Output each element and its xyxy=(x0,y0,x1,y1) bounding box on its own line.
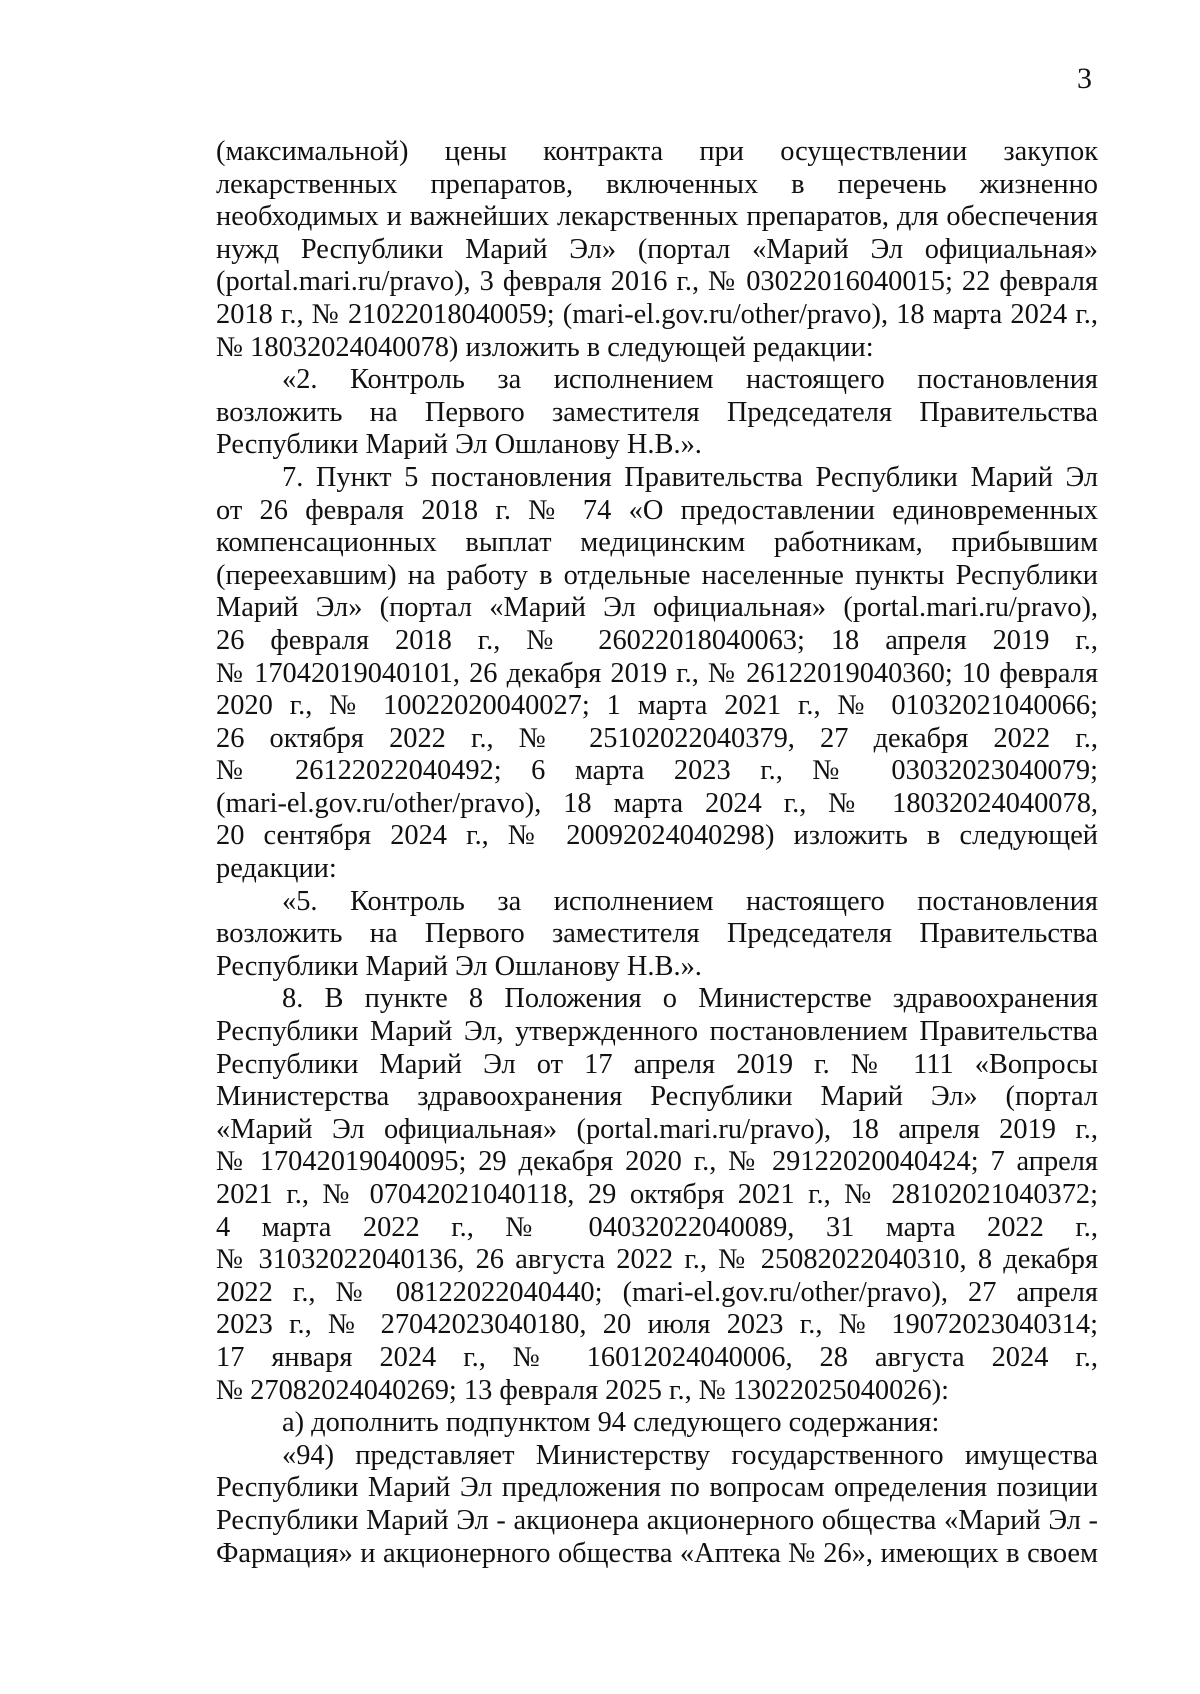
text-line: № 18032024040078) изложить в следующей редакции: xyxy=(216,331,874,363)
text-line: (максимальной) цены контракта при осуществлении закупок xyxy=(216,136,1098,167)
text-line: компенсационных выплат медицинским работникам, прибывшим xyxy=(216,527,1098,559)
page-number: 3 xyxy=(1077,62,1092,95)
text-line: 20 сентября 2024 г., № 20092024040298) изложить в следующей xyxy=(216,820,1098,852)
text-line: необходимых и важнейших лекарственных препаратов, для обеспечения xyxy=(216,201,1098,233)
text-line: «5. Контроль за исполнением настоящего постановления xyxy=(282,885,1098,917)
text-line: а) дополнить подпунктом 94 следующего содержания: xyxy=(282,1407,940,1439)
text-line: 17 января 2024 г., № 16012024040006, 28 августа 2024 г., xyxy=(216,1341,1098,1373)
text-line: редакции: xyxy=(216,853,337,885)
text-line: Республики Марий Эл Ошланову Н.В.». xyxy=(216,950,702,982)
text-line: Республики Марий Эл предложения по вопросам определения позиции xyxy=(216,1472,1098,1504)
text-line: лекарственных препаратов, включенных в перечень жизненно xyxy=(216,168,1098,200)
text-line: № 27082024040269; 13 февраля 2025 г., № 13022025040026): xyxy=(216,1374,950,1406)
text-line: «94) представляет Министерству государственного имущества xyxy=(282,1439,1098,1471)
text-line: Министерства здравоохранения Республики Марий Эл» (портал xyxy=(216,1081,1098,1113)
paragraph xyxy=(216,364,1098,462)
text-line: 2020 г., № 10022020040027; 1 марта 2021 г., № 01032021040066; xyxy=(216,690,1098,722)
text-line: (mari-el.gov.ru/other/pravo), 18 марта 2024 г., № 18032024040078, xyxy=(216,787,1098,819)
text-line: 7. Пункт 5 постановления Правительства Республики Марий Эл xyxy=(282,461,1098,493)
text-line: Республики Марий Эл от 17 апреля 2019 г. № 111 «Вопросы xyxy=(216,1048,1098,1080)
text-line: «2. Контроль за исполнением настоящего постановления xyxy=(282,364,1098,396)
paragraph xyxy=(216,886,1098,984)
text-line: 4 марта 2022 г., № 04032022040089, 31 марта 2022 г., xyxy=(216,1211,1098,1243)
paragraph xyxy=(216,1407,1098,1440)
paragraph xyxy=(216,1440,1098,1570)
text-line: № 31032022040136, 26 августа 2022 г., № 25082022040310, 8 декабря xyxy=(216,1244,1098,1276)
paragraph xyxy=(216,983,1098,1407)
text-line: Фармация» и акционерного общества «Аптека № 26», имеющих в своем xyxy=(216,1537,1098,1569)
document-body xyxy=(216,136,1098,1570)
text-line: 2018 г., № 21022018040059; (mari-el.gov.ru/other/pravo), 18 марта 2024 г., xyxy=(216,298,1098,330)
text-line: № 17042019040095; 29 декабря 2020 г., № 29122020040424; 7 апреля xyxy=(216,1146,1098,1178)
paragraph xyxy=(216,136,1098,364)
text-line: 2021 г., № 07042021040118, 29 октября 2021 г., № 28102021040372; xyxy=(216,1179,1098,1210)
text-line: Марий Эл» (портал «Марий Эл официальная» (portal.mari.ru/pravo), xyxy=(216,592,1098,624)
text-line: возложить на Первого заместителя Председателя Правительства xyxy=(216,918,1098,950)
text-line: Республики Марий Эл, утвержденного постановлением Правительства xyxy=(216,1016,1098,1048)
text-line: (переехавшим) на работу в отдельные населенные пункты Республики xyxy=(216,559,1098,591)
text-line: Республики Марий Эл - акционера акционерного общества «Марий Эл - xyxy=(216,1504,1098,1536)
paragraph xyxy=(216,462,1098,886)
text-line: нужд Республики Марий Эл» (портал «Марий Эл официальная» xyxy=(216,233,1098,265)
text-line: 2023 г., № 27042023040180, 20 июля 2023 г., № 19072023040314; xyxy=(216,1309,1098,1341)
text-line: от 26 февраля 2018 г. № 74 «О предоставлении единовременных xyxy=(216,494,1098,526)
text-line: возложить на Первого заместителя Председателя Правительства xyxy=(216,396,1098,428)
text-line: 8. В пункте 8 Положения о Министерстве здравоохранения xyxy=(282,983,1098,1015)
text-line: 2022 г., № 08122022040440; (mari-el.gov.ru/other/pravo), 27 апреля xyxy=(216,1276,1098,1308)
text-line: 26 октября 2022 г., № 25102022040379, 27 декабря 2022 г., xyxy=(216,722,1098,754)
text-line: № 17042019040101, 26 декабря 2019 г., № 26122019040360; 10 февраля xyxy=(216,657,1098,689)
text-line: 26 февраля 2018 г., № 26022018040063; 18 апреля 2019 г., xyxy=(216,624,1098,656)
text-line: (portal.mari.ru/pravo), 3 февраля 2016 г., № 03022016040015; 22 февраля xyxy=(216,266,1098,298)
text-line: № 26122022040492; 6 марта 2023 г., № 03032023040079; xyxy=(216,755,1098,787)
text-line: «Марий Эл официальная» (portal.mari.ru/pravo), 18 апреля 2019 г., xyxy=(216,1113,1098,1145)
text-line: Республики Марий Эл Ошланову Н.В.». xyxy=(216,429,702,461)
